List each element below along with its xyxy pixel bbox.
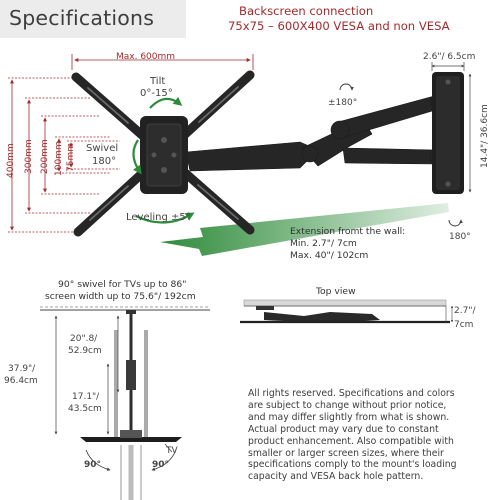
tilt-title: Tilt — [150, 76, 166, 87]
height-b-line1: 37.9"/ — [8, 364, 36, 374]
disclaimer-line: product enhancement. Also compatible with — [248, 435, 454, 447]
wall-plate-height: 14.4"/ 36.6cm — [480, 104, 490, 168]
height-c-line2: 43.5cm — [68, 404, 102, 414]
max-width-label: Max. 600mm — [116, 52, 176, 62]
rotation-bottom-label: 180° — [449, 232, 471, 242]
page-title: Specifications — [9, 6, 155, 30]
disclaimer-line: and may differ slightly from what is shown. — [248, 411, 450, 423]
tilt-range: 0°-15° — [140, 88, 173, 99]
top-view-diagram — [240, 300, 452, 322]
disclaimer-line: specifications comply to the mount's loading — [248, 459, 457, 471]
top-view-title: Top view — [316, 286, 356, 297]
disclaimer-line: All rights reserved. Specifications and colors — [248, 388, 455, 399]
height-a-line2: 52.9cm — [68, 346, 102, 356]
articulating-arm — [186, 95, 445, 171]
dim-400-label: 400mm — [6, 143, 16, 178]
dim-200-label: 200mm — [40, 139, 50, 174]
swivel-title: Swivel — [86, 143, 119, 154]
top-view-depth-line1: 2.7"/ — [454, 306, 476, 316]
dim-75-label: 75mm — [66, 143, 76, 172]
wall-plate-width: 2.6"/ 6.5cm — [423, 52, 476, 62]
dim-300-label: 300mm — [24, 139, 34, 174]
swivel-note-line1: 90° swivel for TVs up to 86" — [58, 279, 187, 290]
extension-min: Min. 2.7"/ 7cm — [290, 238, 357, 249]
angle-left-label: 90° — [84, 460, 102, 470]
height-b-line2: 96.4cm — [4, 376, 38, 386]
height-a-line1: 20".8/ — [70, 334, 98, 344]
angle-right-label: 90° — [152, 460, 170, 470]
height-c-line1: 17.1"/ — [72, 392, 100, 402]
disclaimer-line: smaller or larger screen sizes, where their — [248, 447, 444, 459]
disclaimer-block — [248, 388, 457, 483]
side-view-diagram — [40, 307, 210, 500]
leveling-label: Leveling ±5° — [126, 212, 191, 223]
tv-label: TV — [166, 446, 178, 456]
top-view-depth-line2: 7cm — [454, 320, 474, 330]
disclaimer-line: capacity and VESA back hole pattern. — [248, 471, 424, 483]
swivel-note-line2: screen width up to 75.6"/ 192cm — [45, 291, 196, 302]
wall-plate — [432, 72, 464, 194]
rotation-top-label: ±180° — [328, 98, 358, 108]
disclaimer-line: Actual product may vary due to constant — [248, 423, 439, 435]
dim-100-label: 100mm — [54, 141, 64, 176]
extension-title: Extension fromt the wall: — [290, 226, 406, 237]
extension-max: Max. 40"/ 102cm — [290, 250, 369, 261]
disclaimer-line: are subject to change without prior notice, — [248, 399, 447, 411]
bracket-hub — [140, 116, 188, 194]
swivel-range: 180° — [92, 156, 117, 167]
vesa-range: 75x75 – 600X400 VESA and non VESA — [228, 19, 450, 33]
connection-heading: Backscreen connection — [239, 4, 374, 18]
